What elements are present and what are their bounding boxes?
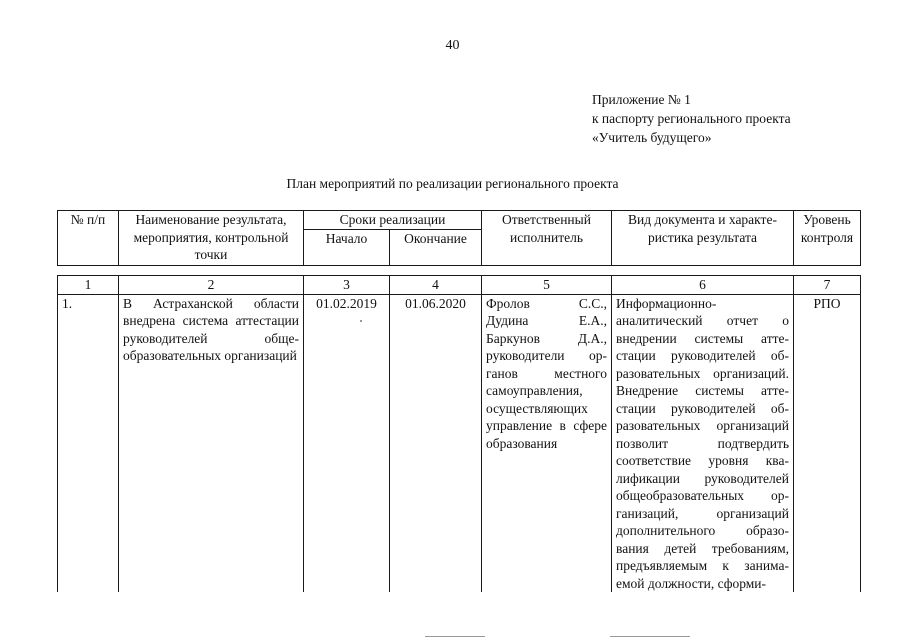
header-responsible: Ответственный исполнитель [482,211,612,266]
column-number: 5 [482,276,612,295]
plan-title: План мероприятий по реализации регионального проекта [286,176,619,191]
row-responsible: Фролов С.С., Дудина Е.А., Баркунов Д.А., руководители органов местного самоуправления, осуществляющих управление в сфере образования [482,294,612,592]
header-num: № п/п [58,211,119,266]
row-start-date: 01.02.2019 [304,294,390,592]
column-number: 1 [58,276,119,295]
row-number: 1. [58,294,119,592]
header-end: Окончание [390,230,482,266]
page-bottom-line [610,636,690,637]
appendix-line-3: «Учитель будущего» [592,130,712,145]
appendix-line-2: к паспорту регионального проекта [592,111,791,126]
row-result-name: В Астраханской области внедрена система аттестации руководителей общеобразовательных организаций [119,294,304,592]
header-table [57,210,861,266]
header-terms: Сроки реализации [304,211,482,230]
appendix-line-1: Приложение № 1 [592,92,691,107]
row-document: Информационно-аналитический отчет о внедрении системы аттестации руководителей образовательных организаций. Внедрение системы аттестации руководителей образовательных организаций позволит подтвердить соответствие уровня квалификации руководителей общеобразовательных организаций, организаций дополнительного образования детей требованиям, предъявляемым к занимаемой должности, сформи- [612,294,794,592]
column-number: 2 [119,276,304,295]
column-number: 7 [794,276,861,295]
row-end-date: 01.06.2020 [390,294,482,592]
table-row [58,294,861,592]
row-control-level: РПО [794,294,861,592]
scan-speck [360,320,362,322]
header-name: Наименование результата, мероприятия, контрольной точки [119,211,304,266]
column-number: 6 [612,276,794,295]
header-control: Уровень контроля [794,211,861,266]
plan-table [57,275,861,592]
header-document: Вид документа и характеристика результата [612,211,794,266]
column-number: 4 [390,276,482,295]
appendix-block [592,90,791,147]
header-start: Начало [304,230,390,266]
column-number-row [58,276,861,295]
page-number: 40 [445,38,460,53]
column-number: 3 [304,276,390,295]
page-bottom-line [425,636,485,637]
